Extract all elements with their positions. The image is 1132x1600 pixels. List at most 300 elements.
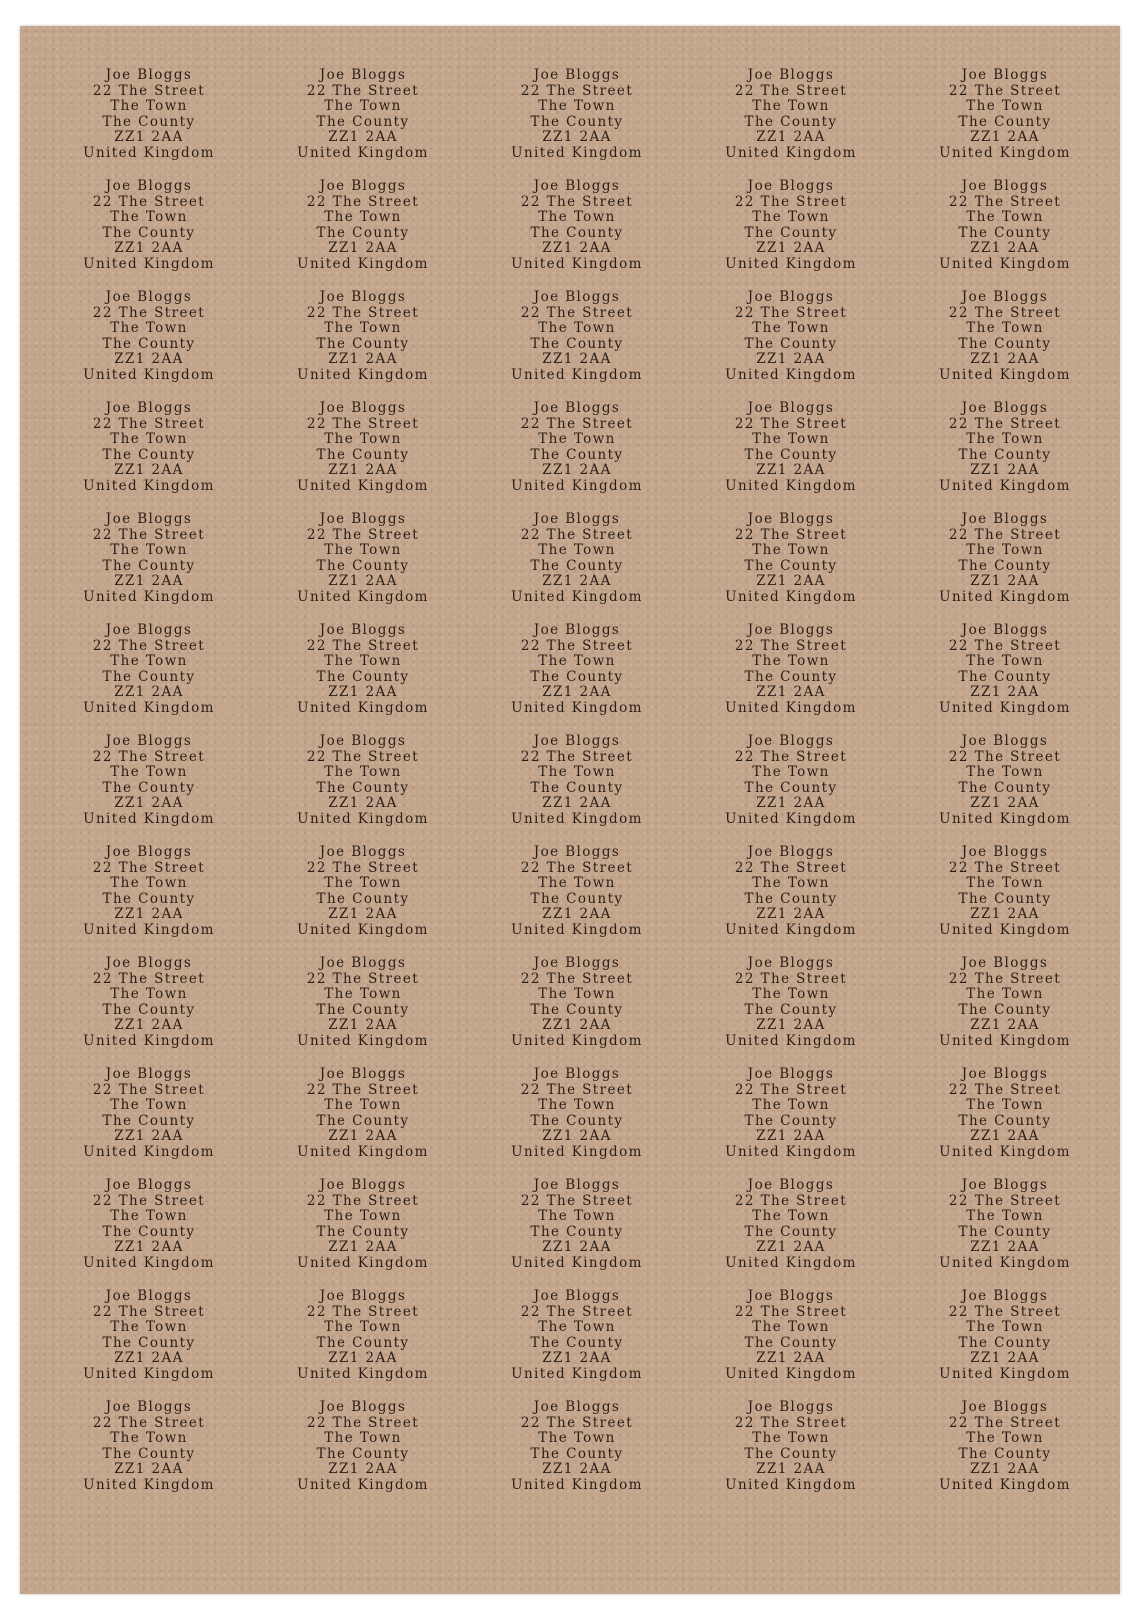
label-postcode: ZZ1 2AA (114, 684, 184, 701)
label-postcode: ZZ1 2AA (542, 1128, 612, 1145)
label-country: United Kingdom (725, 921, 857, 938)
label-country: United Kingdom (297, 1476, 429, 1493)
label-county: The County (316, 1334, 410, 1351)
label-name: Joe Bloggs (961, 1066, 1049, 1082)
label-town: The Town (110, 875, 188, 892)
label-street: 22 The Street (734, 1081, 848, 1098)
label-county: The County (102, 335, 196, 352)
label-name: Joe Bloggs (747, 400, 835, 416)
label-name: Joe Bloggs (747, 844, 835, 860)
label-town: The Town (324, 431, 402, 448)
label-country: United Kingdom (83, 1143, 215, 1160)
label-street: 22 The Street (92, 82, 206, 99)
label-name: Joe Bloggs (747, 67, 835, 83)
label-country: United Kingdom (297, 699, 429, 716)
label-street: 22 The Street (92, 193, 206, 210)
label-street: 22 The Street (734, 304, 848, 321)
label-country: United Kingdom (511, 1254, 643, 1271)
label-postcode: ZZ1 2AA (756, 1128, 826, 1145)
label-county: The County (958, 1334, 1052, 1351)
address-label (256, 956, 470, 1067)
label-county: The County (102, 1001, 196, 1018)
address-label (898, 401, 1112, 512)
label-postcode: ZZ1 2AA (328, 240, 398, 257)
label-postcode: ZZ1 2AA (970, 795, 1040, 812)
label-street: 22 The Street (306, 637, 420, 654)
address-label (470, 1178, 684, 1289)
label-county: The County (102, 1334, 196, 1351)
label-town: The Town (966, 653, 1044, 670)
label-name: Joe Bloggs (747, 1399, 835, 1415)
label-country: United Kingdom (297, 477, 429, 494)
address-label (684, 401, 898, 512)
label-town: The Town (966, 1430, 1044, 1447)
label-county: The County (744, 113, 838, 130)
label-postcode: ZZ1 2AA (542, 240, 612, 257)
address-label (42, 623, 256, 734)
address-label (898, 290, 1112, 401)
label-town: The Town (966, 875, 1044, 892)
label-county: The County (102, 557, 196, 574)
label-postcode: ZZ1 2AA (328, 1350, 398, 1367)
label-country: United Kingdom (939, 1032, 1071, 1049)
address-label (898, 179, 1112, 290)
label-postcode: ZZ1 2AA (328, 1128, 398, 1145)
address-label (256, 68, 470, 179)
address-label (470, 1400, 684, 1511)
label-county: The County (958, 890, 1052, 907)
label-country: United Kingdom (939, 1143, 1071, 1160)
label-town: The Town (966, 1319, 1044, 1336)
address-label (898, 68, 1112, 179)
label-country: United Kingdom (511, 588, 643, 605)
label-country: United Kingdom (83, 255, 215, 272)
label-county: The County (102, 779, 196, 796)
label-street: 22 The Street (948, 970, 1062, 987)
label-county: The County (744, 1112, 838, 1129)
label-postcode: ZZ1 2AA (114, 1017, 184, 1034)
label-name: Joe Bloggs (533, 733, 621, 749)
label-street: 22 The Street (92, 526, 206, 543)
label-town: The Town (752, 320, 830, 337)
address-label (256, 401, 470, 512)
label-town: The Town (324, 1208, 402, 1225)
label-postcode: ZZ1 2AA (114, 129, 184, 146)
label-name: Joe Bloggs (961, 622, 1049, 638)
label-town: The Town (110, 1430, 188, 1447)
address-label (42, 1178, 256, 1289)
label-name: Joe Bloggs (105, 400, 193, 416)
label-country: United Kingdom (297, 810, 429, 827)
address-label (470, 845, 684, 956)
label-town: The Town (538, 1319, 616, 1336)
label-country: United Kingdom (83, 1365, 215, 1382)
label-county: The County (316, 1445, 410, 1462)
label-country: United Kingdom (83, 810, 215, 827)
label-street: 22 The Street (520, 748, 634, 765)
label-street: 22 The Street (520, 304, 634, 321)
label-name: Joe Bloggs (319, 844, 407, 860)
label-name: Joe Bloggs (319, 511, 407, 527)
label-country: United Kingdom (83, 1476, 215, 1493)
label-town: The Town (324, 542, 402, 559)
address-label (42, 68, 256, 179)
label-postcode: ZZ1 2AA (542, 1461, 612, 1478)
label-street: 22 The Street (306, 526, 420, 543)
label-county: The County (102, 1223, 196, 1240)
label-town: The Town (966, 209, 1044, 226)
label-town: The Town (324, 1319, 402, 1336)
label-postcode: ZZ1 2AA (542, 906, 612, 923)
label-county: The County (744, 668, 838, 685)
label-town: The Town (324, 986, 402, 1003)
label-town: The Town (752, 653, 830, 670)
label-town: The Town (752, 764, 830, 781)
label-name: Joe Bloggs (105, 955, 193, 971)
label-country: United Kingdom (725, 1032, 857, 1049)
address-label (42, 290, 256, 401)
address-label (256, 623, 470, 734)
label-postcode: ZZ1 2AA (542, 1350, 612, 1367)
label-county: The County (744, 779, 838, 796)
label-postcode: ZZ1 2AA (542, 573, 612, 590)
label-town: The Town (538, 542, 616, 559)
label-postcode: ZZ1 2AA (328, 573, 398, 590)
label-country: United Kingdom (939, 366, 1071, 383)
label-street: 22 The Street (306, 415, 420, 432)
label-postcode: ZZ1 2AA (756, 1350, 826, 1367)
label-town: The Town (752, 98, 830, 115)
label-town: The Town (324, 98, 402, 115)
label-county: The County (316, 446, 410, 463)
address-label (42, 401, 256, 512)
label-name: Joe Bloggs (747, 733, 835, 749)
label-county: The County (102, 1445, 196, 1462)
label-county: The County (958, 1445, 1052, 1462)
label-country: United Kingdom (297, 1143, 429, 1160)
label-name: Joe Bloggs (533, 1399, 621, 1415)
label-postcode: ZZ1 2AA (328, 462, 398, 479)
label-postcode: ZZ1 2AA (114, 573, 184, 590)
label-postcode: ZZ1 2AA (328, 1017, 398, 1034)
label-country: United Kingdom (297, 921, 429, 938)
label-name: Joe Bloggs (747, 955, 835, 971)
label-town: The Town (752, 431, 830, 448)
label-county: The County (102, 113, 196, 130)
address-label (256, 1067, 470, 1178)
label-postcode: ZZ1 2AA (756, 351, 826, 368)
label-postcode: ZZ1 2AA (970, 906, 1040, 923)
label-country: United Kingdom (83, 588, 215, 605)
label-town: The Town (966, 1208, 1044, 1225)
label-street: 22 The Street (306, 82, 420, 99)
address-label (470, 1067, 684, 1178)
label-street: 22 The Street (948, 1303, 1062, 1320)
address-label (470, 623, 684, 734)
label-street: 22 The Street (734, 82, 848, 99)
label-postcode: ZZ1 2AA (970, 462, 1040, 479)
label-street: 22 The Street (520, 859, 634, 876)
label-name: Joe Bloggs (961, 1399, 1049, 1415)
label-country: United Kingdom (939, 477, 1071, 494)
label-name: Joe Bloggs (747, 1066, 835, 1082)
label-name: Joe Bloggs (533, 511, 621, 527)
label-postcode: ZZ1 2AA (756, 1017, 826, 1034)
label-county: The County (530, 335, 624, 352)
address-label (256, 1178, 470, 1289)
label-postcode: ZZ1 2AA (756, 795, 826, 812)
label-name: Joe Bloggs (747, 289, 835, 305)
label-name: Joe Bloggs (961, 67, 1049, 83)
label-name: Joe Bloggs (747, 622, 835, 638)
label-town: The Town (538, 320, 616, 337)
label-county: The County (530, 1445, 624, 1462)
label-street: 22 The Street (520, 970, 634, 987)
address-label (684, 512, 898, 623)
label-name: Joe Bloggs (747, 511, 835, 527)
address-label (898, 623, 1112, 734)
label-town: The Town (966, 320, 1044, 337)
address-label (256, 845, 470, 956)
label-street: 22 The Street (520, 1414, 634, 1431)
label-county: The County (530, 1334, 624, 1351)
label-country: United Kingdom (511, 699, 643, 716)
label-county: The County (102, 224, 196, 241)
label-name: Joe Bloggs (105, 844, 193, 860)
label-country: United Kingdom (511, 255, 643, 272)
label-street: 22 The Street (520, 193, 634, 210)
label-county: The County (958, 1223, 1052, 1240)
address-label (256, 179, 470, 290)
label-town: The Town (110, 986, 188, 1003)
label-country: United Kingdom (511, 144, 643, 161)
label-name: Joe Bloggs (319, 1288, 407, 1304)
label-county: The County (958, 1112, 1052, 1129)
label-grid (42, 68, 1112, 1511)
label-town: The Town (538, 986, 616, 1003)
label-country: United Kingdom (939, 144, 1071, 161)
label-town: The Town (324, 653, 402, 670)
label-street: 22 The Street (734, 193, 848, 210)
label-town: The Town (324, 1430, 402, 1447)
label-name: Joe Bloggs (105, 622, 193, 638)
label-postcode: ZZ1 2AA (756, 573, 826, 590)
label-country: United Kingdom (725, 1365, 857, 1382)
label-name: Joe Bloggs (533, 67, 621, 83)
label-street: 22 The Street (520, 1192, 634, 1209)
label-postcode: ZZ1 2AA (970, 1128, 1040, 1145)
label-county: The County (316, 890, 410, 907)
label-town: The Town (966, 431, 1044, 448)
label-county: The County (102, 890, 196, 907)
label-street: 22 The Street (306, 1192, 420, 1209)
label-postcode: ZZ1 2AA (328, 684, 398, 701)
label-county: The County (316, 224, 410, 241)
address-label (684, 734, 898, 845)
label-town: The Town (110, 431, 188, 448)
label-county: The County (958, 335, 1052, 352)
label-country: United Kingdom (725, 810, 857, 827)
address-label (42, 1067, 256, 1178)
label-street: 22 The Street (948, 637, 1062, 654)
label-county: The County (530, 668, 624, 685)
label-town: The Town (538, 1097, 616, 1114)
label-country: United Kingdom (297, 366, 429, 383)
label-name: Joe Bloggs (961, 400, 1049, 416)
label-postcode: ZZ1 2AA (970, 1461, 1040, 1478)
address-label (470, 179, 684, 290)
label-town: The Town (324, 764, 402, 781)
address-label (256, 1289, 470, 1400)
label-postcode: ZZ1 2AA (756, 240, 826, 257)
label-postcode: ZZ1 2AA (970, 1350, 1040, 1367)
label-name: Joe Bloggs (319, 955, 407, 971)
label-county: The County (530, 113, 624, 130)
label-country: United Kingdom (725, 1254, 857, 1271)
label-town: The Town (538, 1430, 616, 1447)
address-label (42, 956, 256, 1067)
label-county: The County (316, 557, 410, 574)
label-name: Joe Bloggs (533, 1066, 621, 1082)
label-town: The Town (966, 98, 1044, 115)
label-country: United Kingdom (725, 1143, 857, 1160)
address-label (470, 401, 684, 512)
label-town: The Town (110, 1208, 188, 1225)
label-street: 22 The Street (520, 415, 634, 432)
label-street: 22 The Street (92, 859, 206, 876)
label-street: 22 The Street (948, 748, 1062, 765)
label-county: The County (530, 224, 624, 241)
label-county: The County (744, 335, 838, 352)
label-street: 22 The Street (734, 970, 848, 987)
label-postcode: ZZ1 2AA (756, 129, 826, 146)
label-street: 22 The Street (520, 637, 634, 654)
label-postcode: ZZ1 2AA (756, 1239, 826, 1256)
label-country: United Kingdom (511, 921, 643, 938)
label-country: United Kingdom (83, 921, 215, 938)
address-label (42, 1289, 256, 1400)
address-label (898, 1067, 1112, 1178)
label-country: United Kingdom (725, 477, 857, 494)
address-label (898, 845, 1112, 956)
label-name: Joe Bloggs (319, 1399, 407, 1415)
label-postcode: ZZ1 2AA (970, 129, 1040, 146)
label-name: Joe Bloggs (961, 289, 1049, 305)
label-county: The County (744, 446, 838, 463)
address-label (256, 290, 470, 401)
label-street: 22 The Street (734, 1414, 848, 1431)
label-street: 22 The Street (92, 415, 206, 432)
label-county: The County (530, 890, 624, 907)
label-name: Joe Bloggs (319, 289, 407, 305)
label-county: The County (958, 224, 1052, 241)
label-name: Joe Bloggs (747, 1288, 835, 1304)
label-town: The Town (324, 209, 402, 226)
label-country: United Kingdom (297, 144, 429, 161)
label-name: Joe Bloggs (105, 1066, 193, 1082)
label-postcode: ZZ1 2AA (542, 462, 612, 479)
label-postcode: ZZ1 2AA (328, 1461, 398, 1478)
label-country: United Kingdom (939, 255, 1071, 272)
label-country: United Kingdom (939, 588, 1071, 605)
label-name: Joe Bloggs (105, 511, 193, 527)
label-county: The County (316, 1223, 410, 1240)
label-country: United Kingdom (511, 1032, 643, 1049)
label-street: 22 The Street (306, 1303, 420, 1320)
label-street: 22 The Street (734, 415, 848, 432)
label-country: United Kingdom (83, 477, 215, 494)
label-town: The Town (966, 986, 1044, 1003)
label-town: The Town (110, 542, 188, 559)
label-postcode: ZZ1 2AA (970, 1239, 1040, 1256)
label-county: The County (744, 1001, 838, 1018)
label-name: Joe Bloggs (961, 511, 1049, 527)
label-town: The Town (538, 875, 616, 892)
label-name: Joe Bloggs (105, 289, 193, 305)
label-postcode: ZZ1 2AA (114, 1461, 184, 1478)
label-name: Joe Bloggs (319, 733, 407, 749)
label-street: 22 The Street (520, 82, 634, 99)
label-street: 22 The Street (948, 82, 1062, 99)
label-county: The County (530, 1223, 624, 1240)
label-town: The Town (752, 1430, 830, 1447)
label-town: The Town (752, 875, 830, 892)
label-name: Joe Bloggs (533, 1288, 621, 1304)
label-town: The Town (324, 320, 402, 337)
label-country: United Kingdom (939, 1365, 1071, 1382)
label-name: Joe Bloggs (533, 178, 621, 194)
address-label (42, 1400, 256, 1511)
address-label (42, 734, 256, 845)
label-country: United Kingdom (83, 366, 215, 383)
label-country: United Kingdom (725, 144, 857, 161)
label-town: The Town (966, 542, 1044, 559)
label-postcode: ZZ1 2AA (328, 351, 398, 368)
label-town: The Town (324, 875, 402, 892)
address-label (898, 1400, 1112, 1511)
label-name: Joe Bloggs (105, 733, 193, 749)
label-street: 22 The Street (948, 193, 1062, 210)
label-name: Joe Bloggs (961, 844, 1049, 860)
label-postcode: ZZ1 2AA (970, 1017, 1040, 1034)
address-label (42, 179, 256, 290)
label-country: United Kingdom (83, 1254, 215, 1271)
label-county: The County (316, 779, 410, 796)
label-postcode: ZZ1 2AA (970, 240, 1040, 257)
label-postcode: ZZ1 2AA (756, 684, 826, 701)
label-street: 22 The Street (948, 526, 1062, 543)
label-name: Joe Bloggs (105, 1177, 193, 1193)
address-label (684, 623, 898, 734)
label-country: United Kingdom (511, 1143, 643, 1160)
label-town: The Town (752, 209, 830, 226)
label-street: 22 The Street (306, 193, 420, 210)
label-street: 22 The Street (92, 1192, 206, 1209)
label-town: The Town (752, 1319, 830, 1336)
address-label (684, 845, 898, 956)
label-street: 22 The Street (92, 1414, 206, 1431)
label-street: 22 The Street (734, 637, 848, 654)
label-county: The County (958, 113, 1052, 130)
label-street: 22 The Street (734, 859, 848, 876)
label-street: 22 The Street (948, 304, 1062, 321)
label-town: The Town (538, 98, 616, 115)
label-country: United Kingdom (725, 366, 857, 383)
label-street: 22 The Street (306, 859, 420, 876)
label-country: United Kingdom (511, 477, 643, 494)
label-street: 22 The Street (92, 748, 206, 765)
label-country: United Kingdom (725, 588, 857, 605)
